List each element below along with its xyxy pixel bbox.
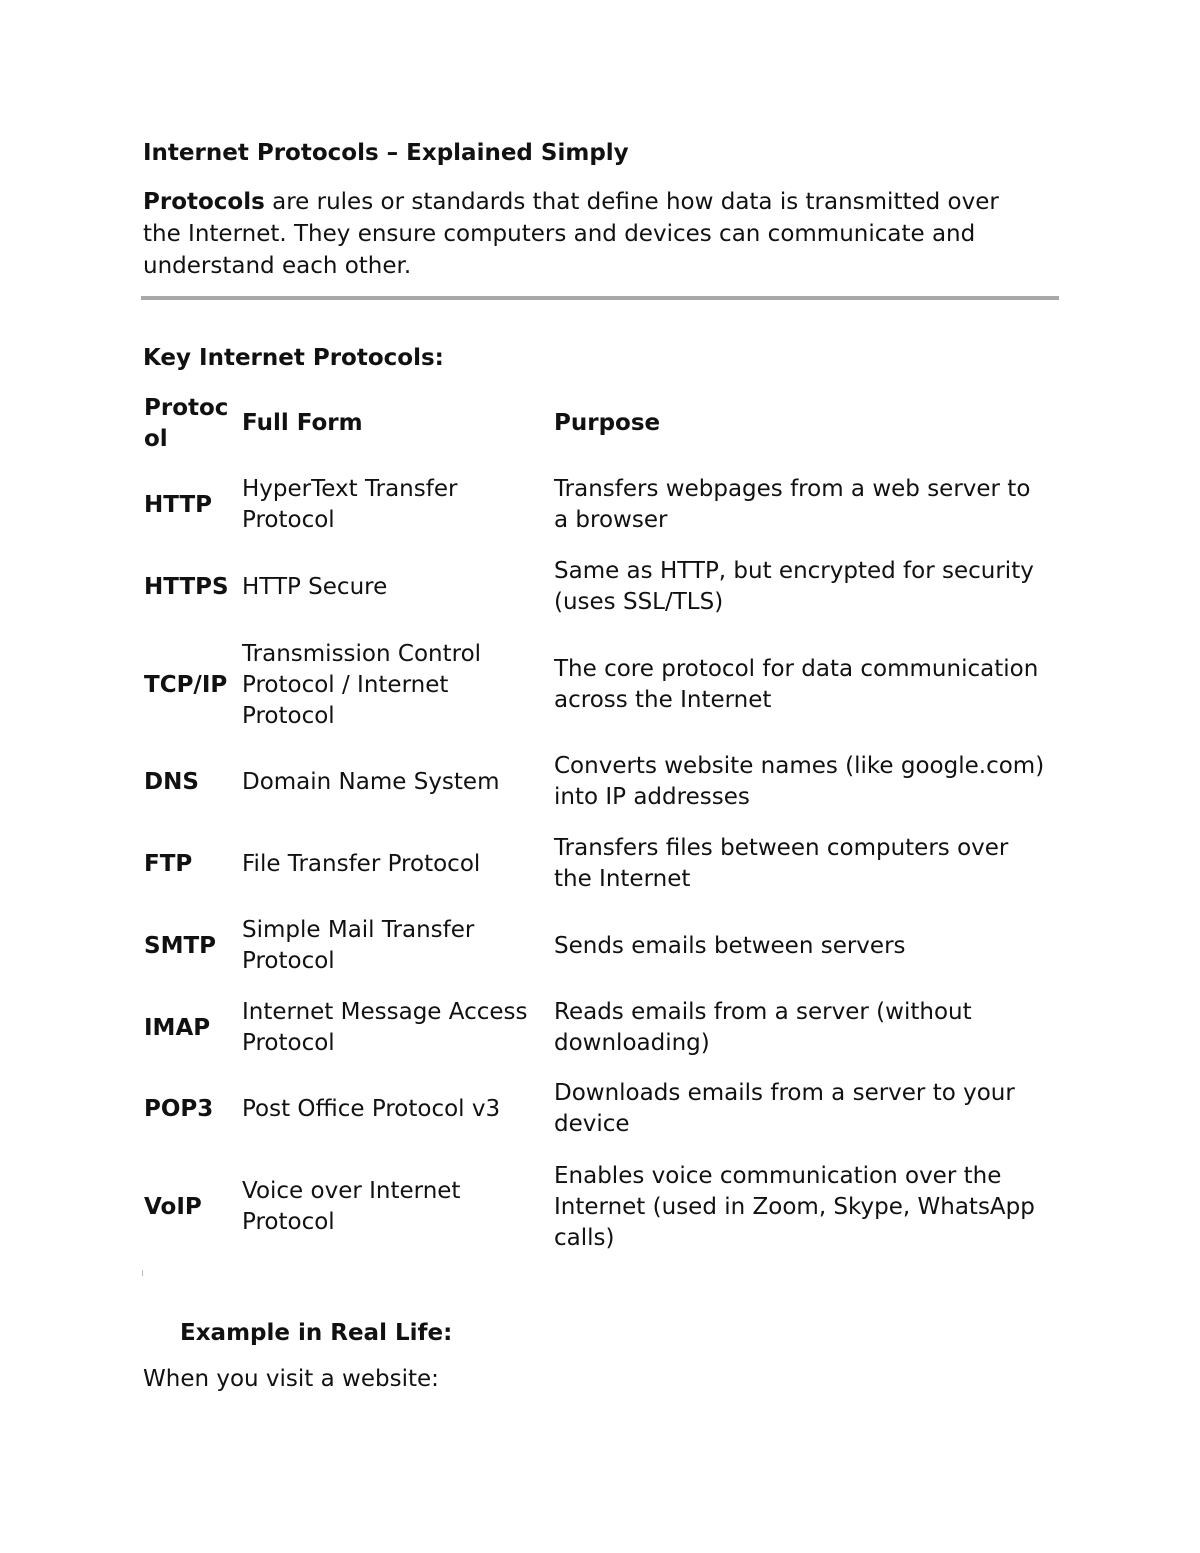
full-form-cell-line: Protocol [242,702,335,729]
purpose-cell-line: Internet (used in Zoom, Skype, WhatsApp [554,1193,1035,1220]
full-form-cell [242,849,480,880]
intro-line-3: understand each other. [143,253,412,279]
protocol-cell-line: VoIP [144,1193,202,1220]
full-form-cell-line: Protocol [242,1030,335,1056]
protocol-cell-line: FTP [144,850,193,877]
purpose-cell-line: Transfers webpages from a web server to [554,476,1031,502]
full-form-cell-line: Protocol [242,948,335,974]
document-title: Internet Protocols – Explained Simply [143,140,629,166]
full-form-cell-line: HTTP Secure [242,573,388,600]
purpose-cell [554,556,1034,618]
full-form-cell [242,639,481,732]
protocol-cell-line: HTTP [144,491,213,518]
full-form-cell-line: Internet Message Access [242,999,528,1025]
intro-paragraph [143,186,1043,282]
section-heading: Key Internet Protocols: [143,345,444,371]
header-protocol-line: Protoc [144,395,229,421]
purpose-cell-line: downloading) [554,1030,710,1056]
example-text: When you visit a website: [143,1366,439,1392]
purpose-cell-line: calls) [554,1224,615,1251]
full-form-cell [242,572,387,603]
protocol-cell [144,1013,210,1044]
full-form-cell-line: File Transfer Protocol [242,850,481,877]
purpose-cell-line: the Internet [554,866,691,892]
full-form-cell [242,997,528,1059]
intro-line-1-rest: are rules or standards that define how data is transmitted over [264,189,999,215]
intro-line-2: the Internet. They ensure computers and devices can communicate and [143,221,976,247]
full-form-cell-line: Post Office Protocol v3 [242,1095,501,1122]
purpose-cell-line: The core protocol for data communication [554,656,1039,682]
horizontal-rule [141,296,1059,300]
protocol-cell [144,572,229,603]
purpose-cell-line: Enables voice communication over the [554,1162,1002,1189]
purpose-cell-line: Same as HTTP, but encrypted for security [554,558,1034,584]
purpose-cell [554,931,906,962]
protocol-cell-line: HTTPS [144,573,229,600]
full-form-cell-line: Domain Name System [242,768,500,795]
purpose-cell-line: device [554,1111,630,1137]
intro-bold-term: Protocols [143,189,265,215]
protocol-cell [144,849,192,880]
full-form-cell [242,1094,500,1125]
full-form-cell [242,474,457,536]
full-form-cell-line: Voice over Internet [242,1178,461,1204]
protocol-cell-line: IMAP [144,1014,211,1041]
purpose-cell [554,1161,1035,1254]
protocol-cell-line: POP3 [144,1095,214,1122]
full-form-cell-line: Protocol [242,1209,335,1235]
header-purpose: Purpose [554,410,661,436]
protocol-cell [144,1094,213,1125]
protocol-cell-line: TCP/IP [144,671,228,698]
purpose-cell-line: (uses SSL/TLS) [554,589,724,615]
purpose-cell-line: into IP addresses [554,784,750,810]
header-full-form: Full Form [242,410,363,436]
purpose-cell [554,474,1030,536]
full-form-cell-line: Protocol [242,507,335,533]
protocol-cell [144,1192,202,1223]
protocol-cell [144,490,212,521]
purpose-cell-line: Converts website names (like google.com) [554,753,1045,779]
purpose-cell-line: Reads emails from a server (without [554,999,972,1025]
intro-line-1 [143,186,1043,218]
full-form-cell [242,767,500,798]
example-heading: Example in Real Life: [180,1320,453,1346]
purpose-cell-line: Transfers files between computers over [554,835,1009,861]
protocol-cell [144,670,227,701]
full-form-cell-line: Protocol / Internet [242,671,449,698]
stray-mark [142,1270,143,1276]
purpose-cell [554,751,1044,813]
protocol-cell [144,931,216,962]
full-form-cell-line: HyperText Transfer [242,476,458,502]
header-protocol [144,393,228,455]
header-protocol-line: ol [144,426,168,452]
full-form-cell-line: Simple Mail Transfer [242,917,475,943]
purpose-cell-line: across the Internet [554,687,772,713]
purpose-cell-line: Sends emails between servers [554,932,906,959]
purpose-cell-line: Downloads emails from a server to your [554,1080,1015,1106]
purpose-cell [554,833,1008,895]
protocol-cell-line: SMTP [144,932,216,959]
full-form-cell-line: Transmission Control [242,640,482,667]
full-form-cell [242,915,474,977]
protocol-cell-line: DNS [144,768,199,795]
full-form-cell [242,1176,460,1238]
purpose-cell [554,997,972,1059]
purpose-cell [554,1078,1015,1140]
protocol-cell [144,767,199,798]
purpose-cell [554,654,1038,716]
purpose-cell-line: a browser [554,507,668,533]
